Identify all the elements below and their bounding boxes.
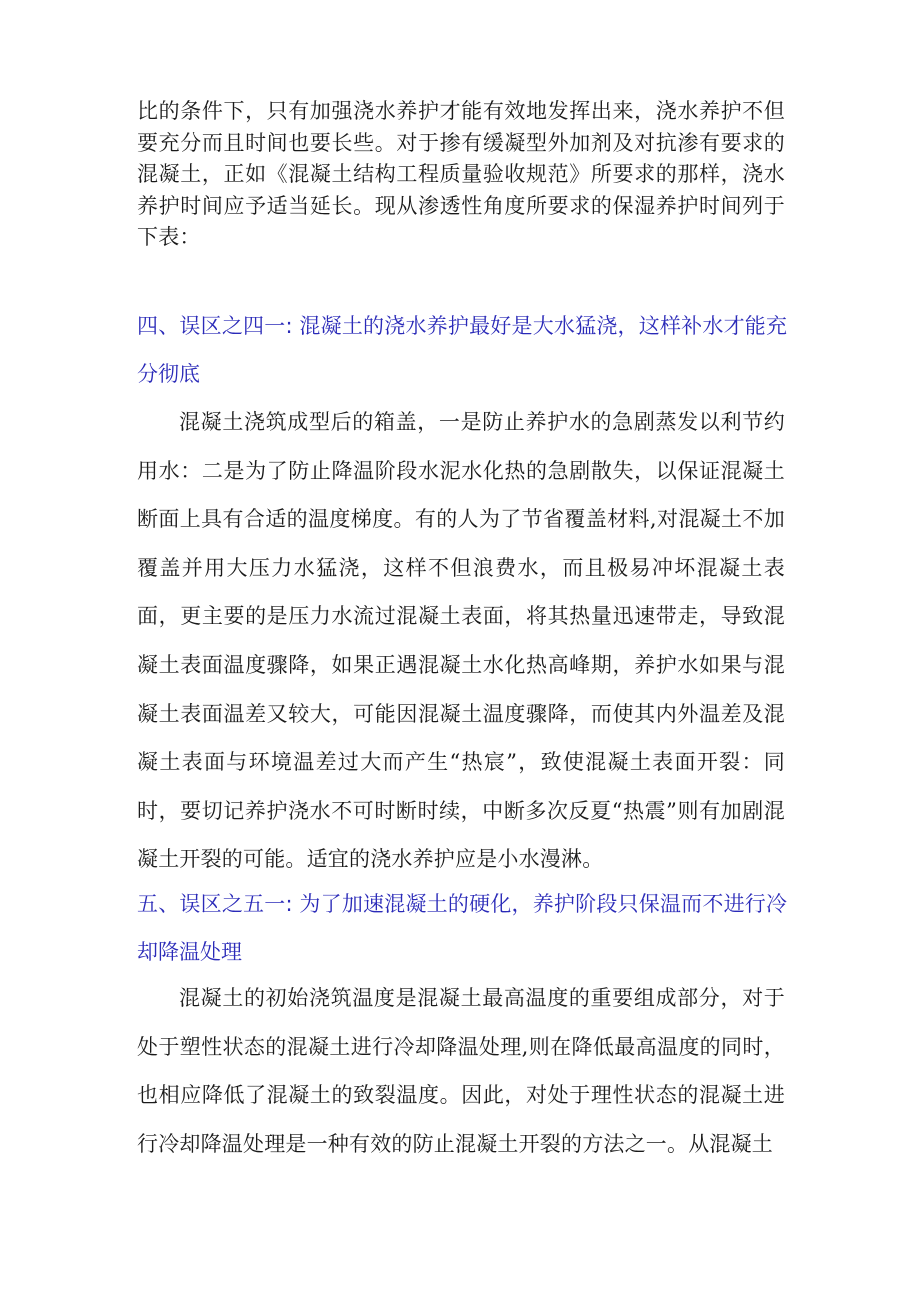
section-4-body: 混凝土浇筑成型后的箱盖，一是防止养护水的急剧蒸发以利节约用水：二是为了防止降温阶段水泥水化热的急剧散失，以保证混凝土断面上具有合适的温度梯度。有的人为了节省覆盖材料,对混凝土不加覆盖并用大压力水猛浇，这样不但浪费水，而且极易冲坏混凝土表面，更主要的是压力水流过混凝土表面，将其热量迅速带走，导致混凝土表面温度骤降，如果正遇混凝土水化热高峰期，养护水如果与混凝土表面温差又较大，可能因混凝土温度骤降，而使其内外温差及混凝土表面与环境温差过大而产生“热宸”，致使混凝土表面开裂：同时，要切记养护浇水不可时断时续，中断多次反夏“热震”则有加剧混凝土开裂的可能。适宜的浇水养护应是小水漫淋。 <box>137 410 785 872</box>
section-4-heading: 四、误区之四一: 混凝土的浇水养护最好是大水猛浇，这样补水才能充分彻底 <box>137 314 787 386</box>
section-5-body: 混凝土的初始浇筑温度是混凝土最高温度的重要组成部分，对于处于塑性状态的混凝土进行冷却降温处理,则在降低最高温度的同时，也相应降低了混凝土的致裂温度。因此，对处于理性状态的混凝土进行冷却降温处理是一种有效的防止混凝土开裂的方法之一。从混凝土 <box>137 986 785 1156</box>
intro-paragraph: 比的条件下，只有加强浇水养护才能有效地发挥出来，浇水养护不但要充分而且时间也要长些。对于掺有缓凝型外加剂及对抗渗有要求的混凝土，正如《混凝土结构工程质量验收规范》所要求的那样，浇水养护时间应予适当延长。现从渗透性角度所要求的保湿养护时间列于下表： <box>137 99 785 249</box>
section-5-heading: 五、误区之五一: 为了加速混凝土的硬化，养护阶段只保温而不进行冷却降温处理 <box>137 892 787 964</box>
